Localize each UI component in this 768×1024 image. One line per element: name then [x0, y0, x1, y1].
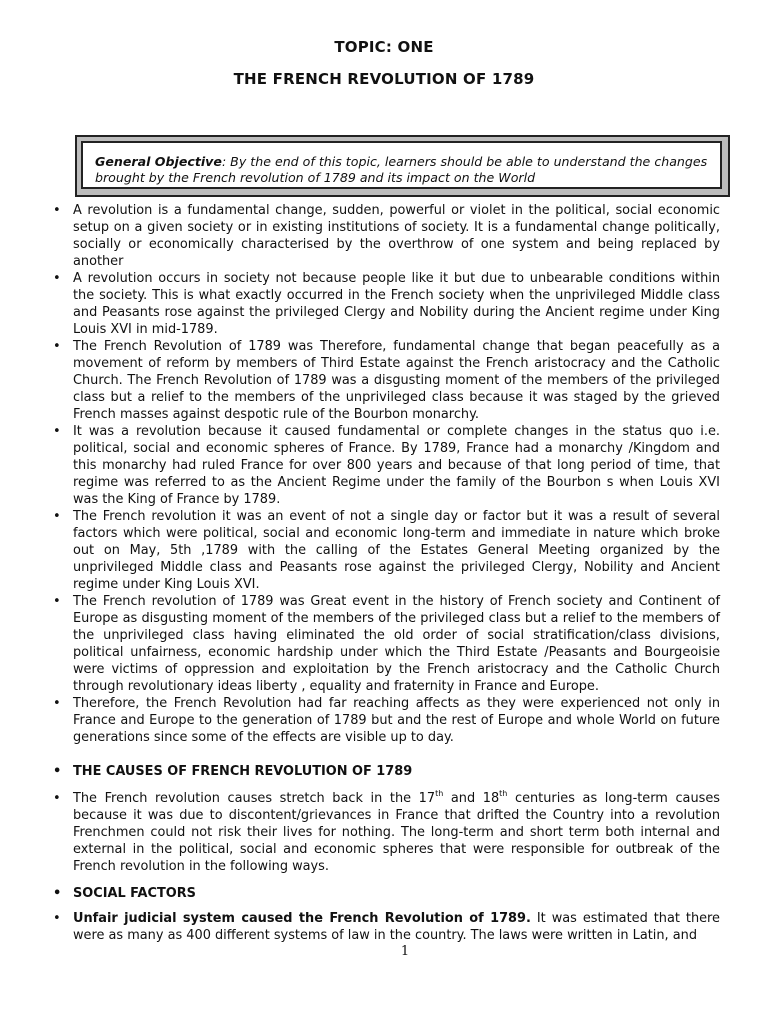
objective-label: General Objective — [95, 154, 222, 169]
judicial-text: It was estimated that there were as many as 400 different systems of law in the country. The laws were written in Latin, and — [73, 911, 720, 943]
revolution-bullet-list — [50, 202, 720, 944]
objective-box-inner — [81, 141, 722, 189]
list-item: • The French revolution of 1789 was Great event in the history of French society and Continent of Europe as disgusting moment of the members of the privileged class but a relief to the members of the unprivileged class having eliminated the old order of social stratification/class divisions, political unfairness, economic hardship under which the Third Estate /Peasants and Bourgeoisie were victims of oppression and exploitation by the French aristocracy and the Catholic Church through revolutionary ideas liberty , equality and fraternity in France and Europe. — [50, 593, 720, 695]
causes-text-part3: centuries as long-term causes because it was due to discontent/grievances in France that drifted the Country into a revolution Frenchmen could not risk their lives for nothing. The long-term and short term both internal and external in the political, social and economic spheres that were responsible for outbreak of the French revolution in the following ways. — [73, 791, 720, 874]
causes-paragraph — [50, 790, 720, 875]
main-content — [50, 202, 720, 944]
page-number: 1 — [400, 944, 410, 959]
list-item: • The French revolution it was an event of not a single day or factor but it was a result of several factors which were political, social and economic long-term and immediate in nature which broke out on May, 5th ,1789 with the calling of the Estates General Meeting organized by the unprivileged Middle class and Peasants rose against the privileged Clergy, Nobility and Ancient regime under King Louis XVI. — [50, 508, 720, 593]
topic-title: TOPIC: ONE — [334, 38, 434, 56]
judicial-bold-lead: Unfair judicial system caused the French Revolution of 1789. — [73, 911, 531, 926]
list-item: • Therefore, the French Revolution had far reaching affects as they were experienced not only in France and Europe to the generation of 1789 but and the rest of Europe and whole World on future generations since some of the effects are visible up to day. — [50, 695, 720, 746]
causes-heading: • THE CAUSES OF FRENCH REVOLUTION OF 1789 — [50, 763, 720, 780]
causes-text-part1: The French revolution causes stretch back in the 17 — [73, 791, 436, 806]
list-item: • The French Revolution of 1789 was Therefore, fundamental change that began peacefully as a movement of reform by members of Third Estate against the French aristocracy and the Catholic Church. The French Revolution of 1789 was a disgusting moment of the members of the privileged class but a relief to the members of the unprivileged class because it was staged by the grieved French masses against despotic rule of the Bourbon monarchy. — [50, 338, 720, 423]
causes-text-part2: and 18 — [443, 791, 500, 806]
list-item: • It was a revolution because it caused fundamental or complete changes in the status quo i.e. political, social and economic spheres of France. By 1789, France had a monarchy /Kingdom and this monarchy had ruled France for over 800 years and because of that long period of time, that regime was referred to as the Ancient Regime under the family of the Bourbon s when Louis XVI was the King of France by 1789. — [50, 423, 720, 508]
objective-box — [75, 135, 730, 197]
causes-superscript-2: th — [499, 789, 508, 798]
objective-text: : By the end of this topic, learners should be able to understand the changes brought by the French revolution of 1789 and its impact on the World — [95, 154, 708, 185]
page-title: THE FRENCH REVOLUTION OF 1789 — [233, 70, 535, 88]
list-item: • A revolution is a fundamental change, sudden, powerful or violet in the political, social economic setup on a given society or in existing institutions of society. It is a fundamental change politically, socially or economically characterised by the overthrow of one system and being replaced by another — [50, 202, 720, 270]
judicial-system-item — [50, 910, 720, 944]
social-factors-heading: • SOCIAL FACTORS — [50, 885, 720, 902]
causes-superscript-1: th — [435, 789, 444, 798]
list-item: • A revolution occurs in society not because people like it but due to unbearable conditions within the society. This is what exactly occurred in the French society when the unprivileged Middle class and Peasants rose against the privileged Clergy and Nobility during the Ancient regime under King Louis XVI in mid-1789. — [50, 270, 720, 338]
